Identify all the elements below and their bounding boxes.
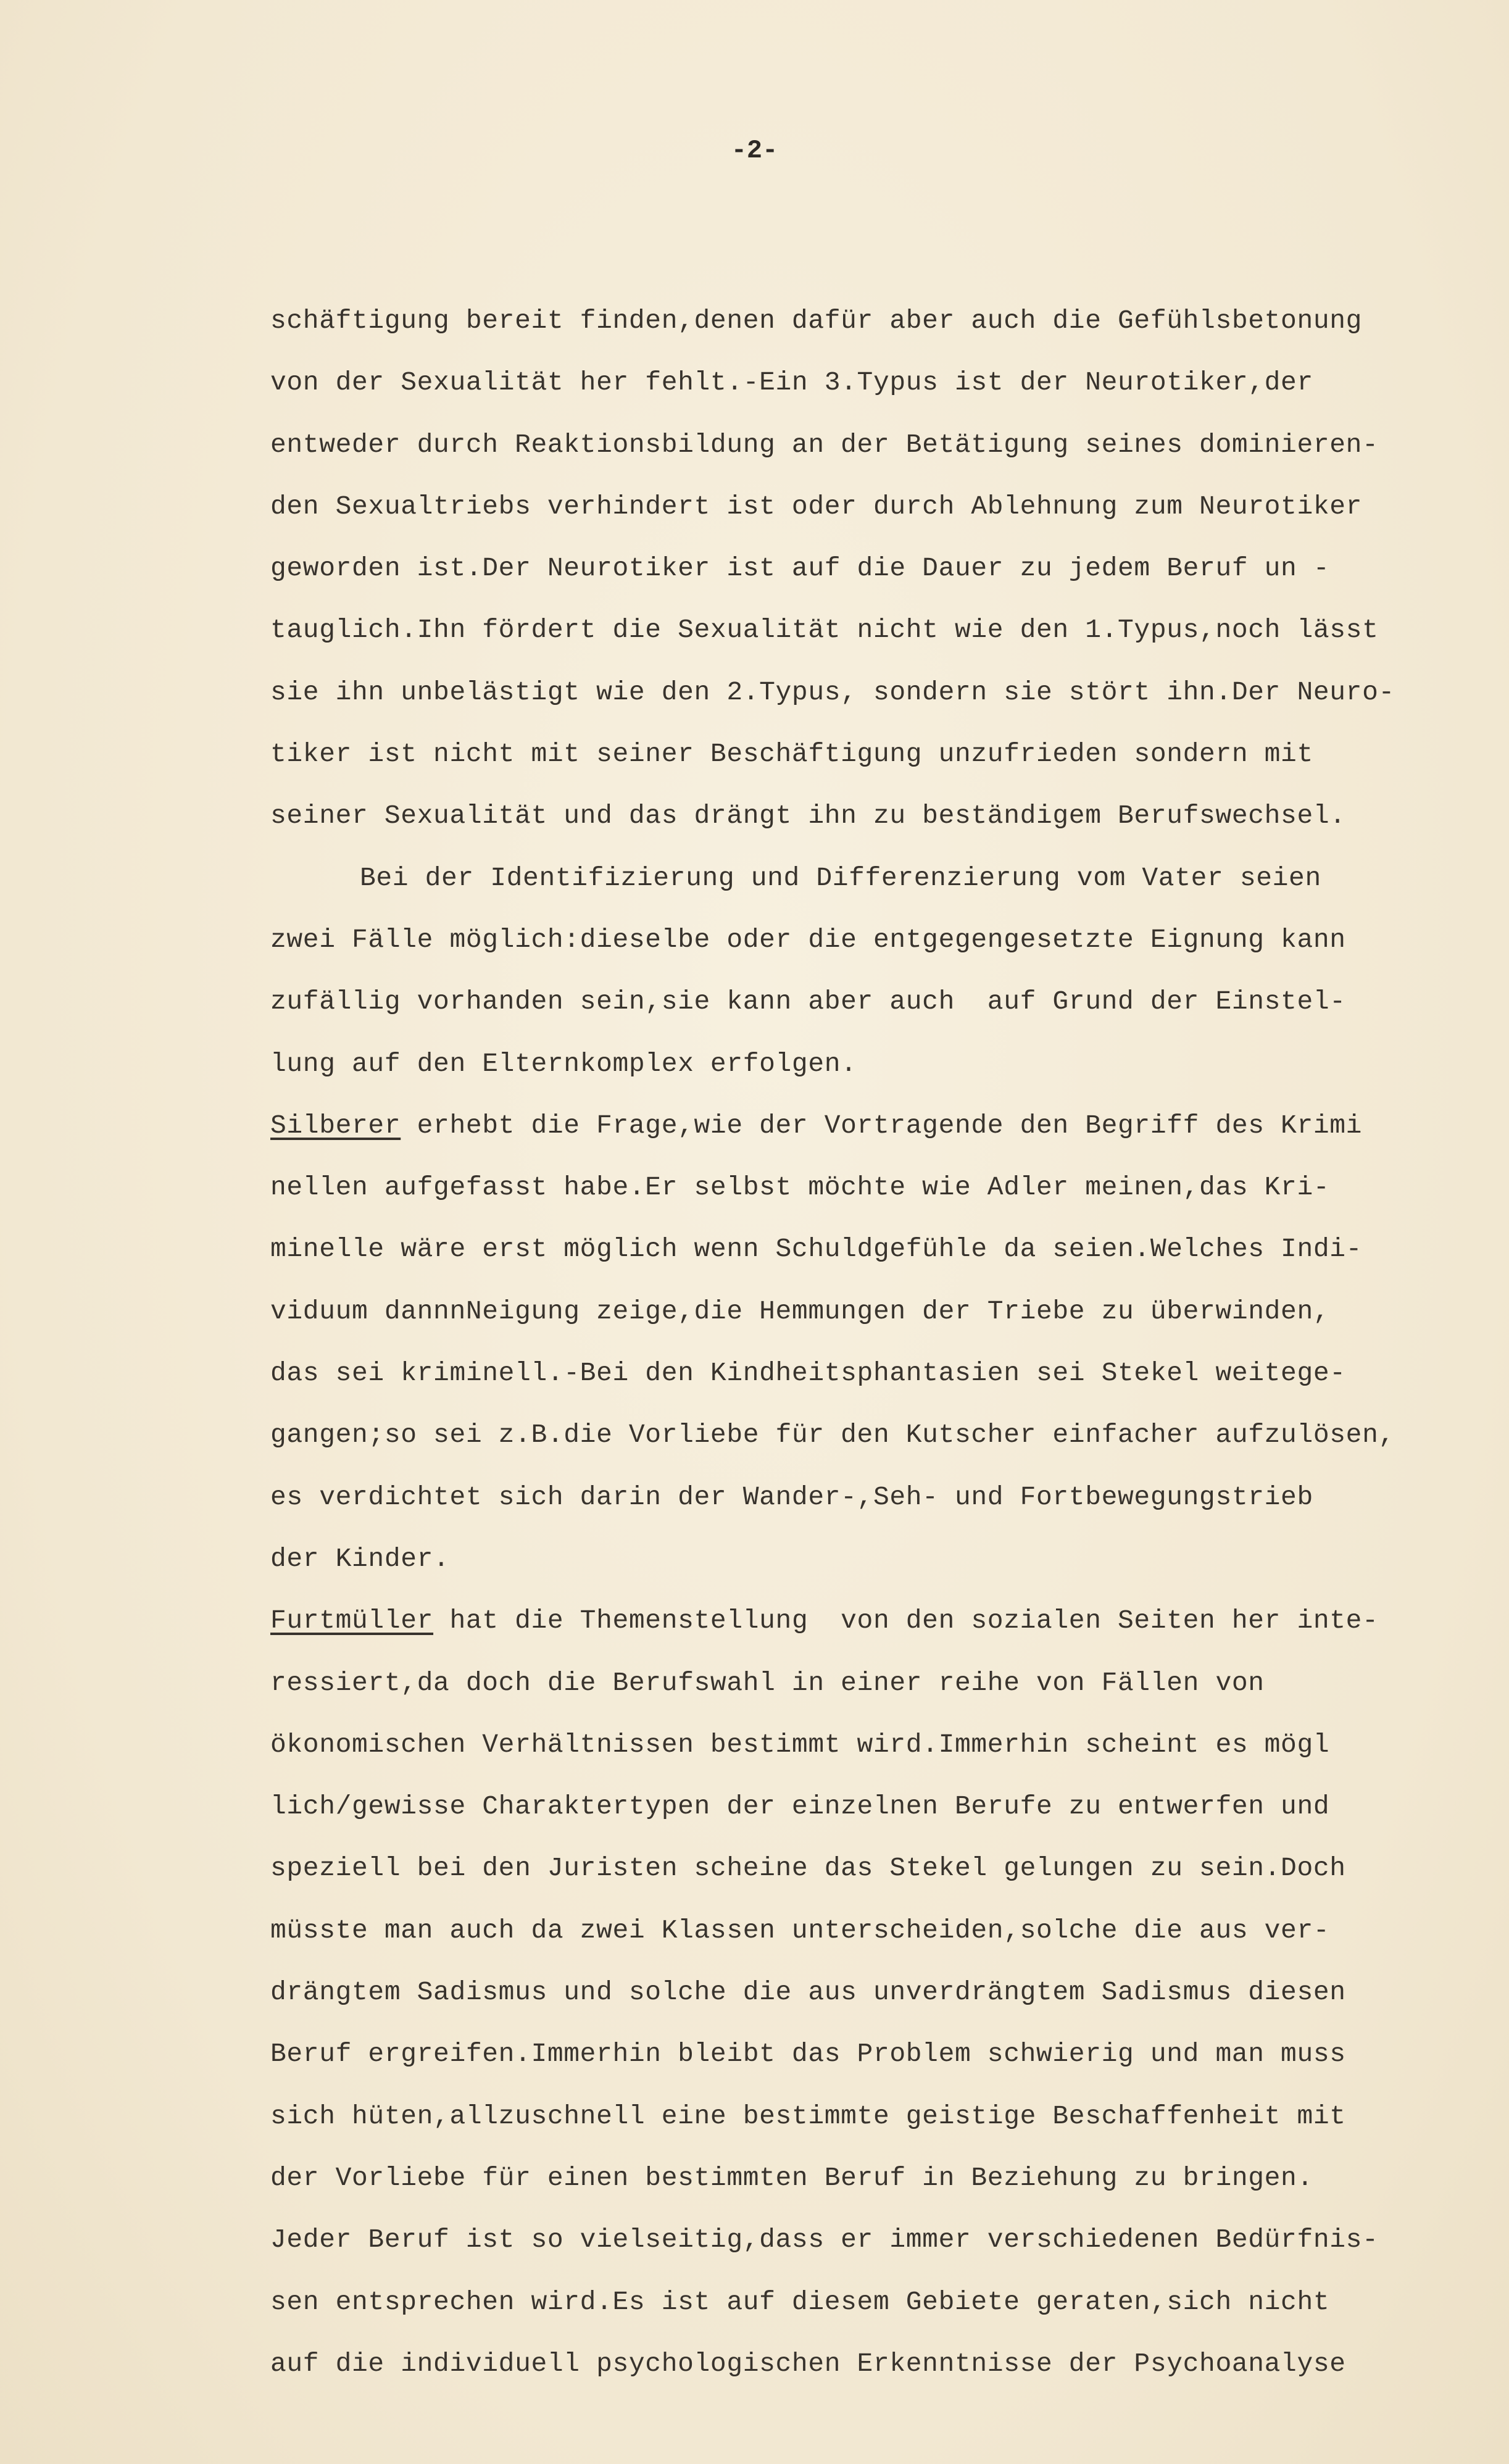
line-text: es verdichtet sich darin der Wander-,Seh- und Fortbewegungstrieb [270,1481,1313,1512]
line-text: tauglich.Ihn fördert die Sexualität nicht wie den 1.Typus,noch lässt [270,615,1379,646]
text-line [270,662,1499,723]
page-number: -2- [731,136,778,165]
line-text: das sei kriminell.-Bei den Kindheitsphantasien sei Stekel weitege- [270,1358,1346,1389]
text-line [270,909,1499,971]
line-text: Jeder Beruf ist so vielseitig,dass er immer verschiedenen Bedürfnis- [270,2225,1379,2255]
line-text: sen entsprechen wird.Es ist auf diesem Gebiete geraten,sich nicht [270,2286,1330,2317]
line-text: auf die individuell psychologischen Erkenntnisse der Psychoanalyse [270,2348,1346,2379]
text-line [270,2333,1499,2395]
line-text: ökonomischen Verhältnissen bestimmt wird.Immerhin scheint es mögl [270,1729,1330,1760]
line-text: geworden ist.Der Neurotiker ist auf die Dauer zu jedem Beruf un - [270,553,1330,584]
text-line [270,1714,1499,1776]
speaker-name: Furtmüller [270,1605,434,1636]
text-line [270,785,1499,847]
text-line [270,2147,1499,2209]
line-text: viduum dannnNeigung zeige,die Hemmungen der Triebe zu überwinden, [270,1296,1330,1326]
line-text: hat die Themenstellung von den sozialen Seiten her inte- [433,1605,1379,1636]
line-text: sich hüten,allzuschnell eine bestimmte geistige Beschaffenheit mit [270,2100,1346,2131]
text-line [270,1157,1499,1218]
line-text: speziell bei den Juristen scheine das Stekel gelungen zu sein.Doch [270,1853,1346,1884]
line-text: zwei Fälle möglich:dieselbe oder die entgegengesetzte Eignung kann [270,924,1346,955]
line-text: drängtem Sadismus und solche die aus unverdrängtem Sadismus diesen [270,1977,1346,2008]
text-line [270,599,1499,661]
line-text: erhebt die Frage,wie der Vortragende den Begriff des Krimi [401,1110,1363,1141]
line-text: gangen;so sei z.B.die Vorliebe für den Kutscher einfacher aufzulösen, [270,1420,1395,1451]
text-line [270,1900,1499,1962]
line-text: sie ihn unbelästigt wie den 2.Typus, sondern sie stört ihn.Der Neuro- [270,676,1395,707]
text-line [270,1281,1499,1342]
text-line [270,476,1499,538]
text-line [270,1218,1499,1280]
text-line [270,723,1499,785]
text-line [270,1838,1499,1899]
text-line [270,1652,1499,1714]
text-line [270,847,1499,909]
line-text: der Vorliebe für einen bestimmten Beruf in Beziehung zu bringen. [270,2162,1313,2193]
line-text: Beruf ergreifen.Immerhin bleibt das Problem schwierig und man muss [270,2039,1346,2070]
line-text: zufällig vorhanden sein,sie kann aber auch auf Grund der Einstel- [270,986,1346,1017]
line-text: ressiert,da doch die Berufswahl in einer reihe von Fällen von [270,1667,1265,1698]
line-text: schäftigung bereit finden,denen dafür aber auch die Gefühlsbetonung [270,306,1363,336]
typescript-body [270,290,1499,2395]
speaker-name: Silberer [270,1110,401,1141]
text-line [270,2086,1499,2147]
line-text: lung auf den Elternkomplex erfolgen. [270,1048,857,1079]
line-text: lich/gewisse Charaktertypen der einzelnen Berufe zu entwerfen und [270,1791,1330,1822]
line-text: tiker ist nicht mit seiner Beschäftigung unzufrieden sondern mit [270,739,1313,770]
text-line [270,1776,1499,1838]
line-text: nellen aufgefasst habe.Er selbst möchte wie Adler meinen,das Kri- [270,1172,1330,1203]
text-line [270,1590,1499,1652]
line-text: seiner Sexualität und das drängt ihn zu beständigem Berufswechsel. [270,801,1346,831]
text-line [270,1962,1499,2023]
line-text: entweder durch Reaktionsbildung an der Betätigung seines dominieren- [270,429,1379,460]
text-line [270,2271,1499,2333]
text-line [270,1404,1499,1466]
text-line [270,1528,1499,1590]
text-line [270,414,1499,476]
text-line [270,1467,1499,1528]
text-line [270,1095,1499,1157]
text-line [270,1342,1499,1404]
line-text: minelle wäre erst möglich wenn Schuldgefühle da seien.Welches Indi- [270,1234,1363,1265]
line-text: der Kinder. [270,1543,450,1574]
text-line [270,1033,1499,1095]
text-line [270,352,1499,414]
line-text: Bei der Identifizierung und Differenzierung vom Vater seien [360,862,1321,893]
line-text: von der Sexualität her fehlt.-Ein 3.Typus ist der Neurotiker,der [270,367,1313,398]
text-line [270,290,1499,352]
text-line [270,2023,1499,2085]
text-line [270,971,1499,1033]
text-line [270,538,1499,599]
line-text: müsste man auch da zwei Klassen unterscheiden,solche die aus ver- [270,1915,1330,1946]
text-line [270,2209,1499,2271]
line-text: den Sexualtriebs verhindert ist oder durch Ablehnung zum Neurotiker [270,491,1363,522]
